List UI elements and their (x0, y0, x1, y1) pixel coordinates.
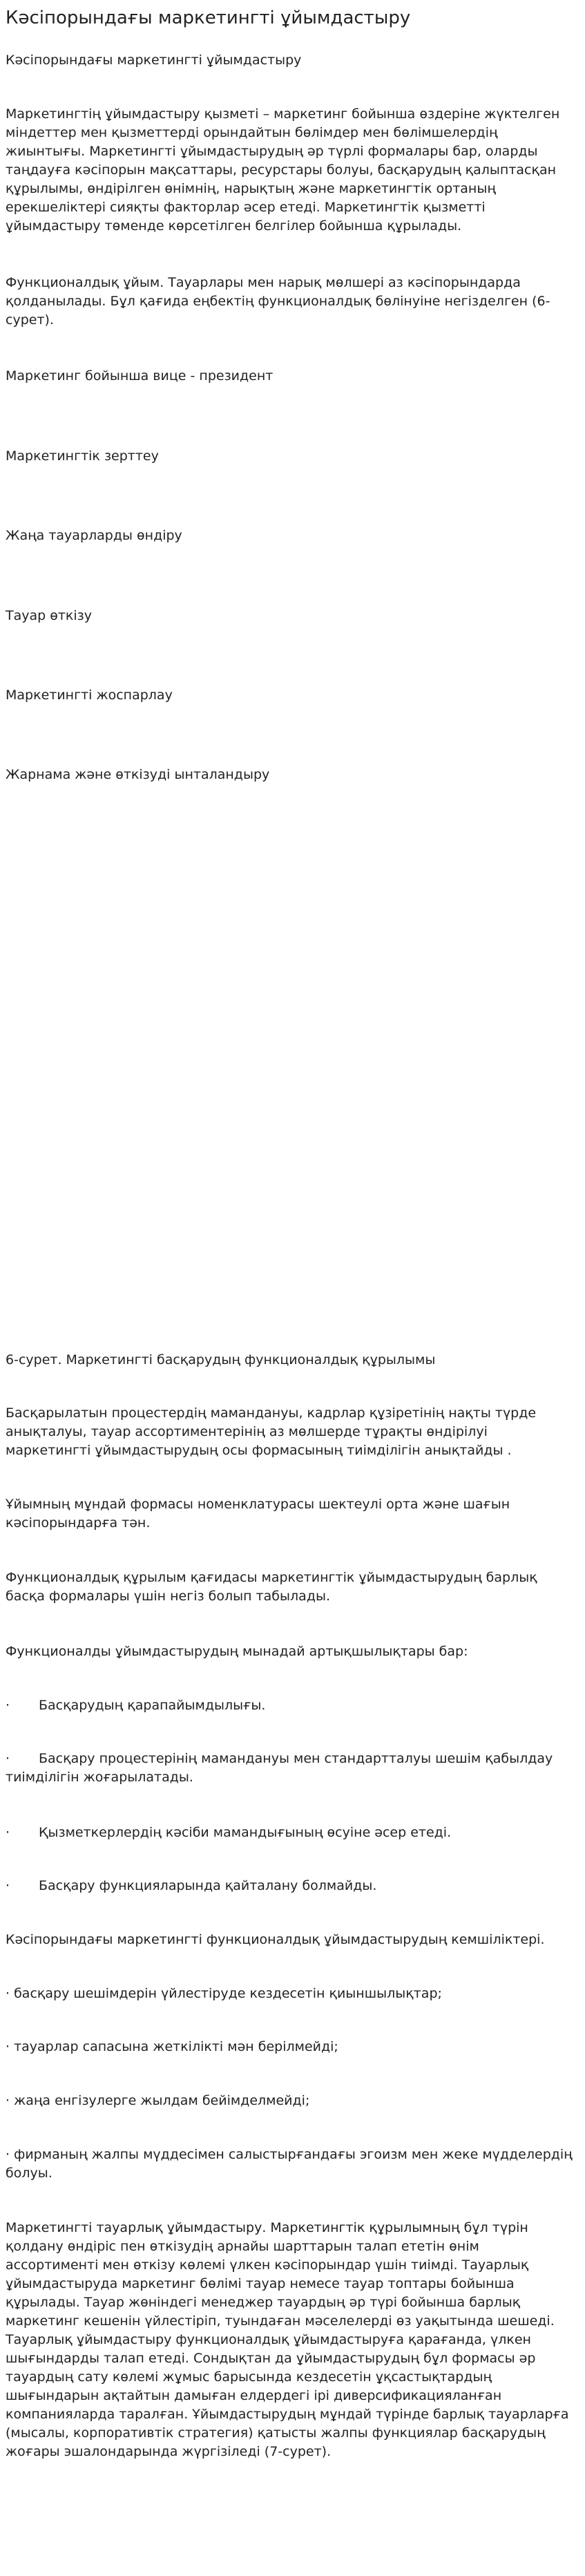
advantages-heading: Функционалды ұйымдастырудың мынадай артықшылықтары бар: (6, 1644, 468, 1659)
org-chart-item-advertising: Жарнама және өткізуді ынталандыру (6, 767, 270, 782)
figure-caption: 6-сурет. Маркетингті басқарудың функционалдық құрылымы (6, 1352, 436, 1367)
bullet-icon: · (6, 1698, 10, 1713)
advantage-item (6, 1696, 575, 1715)
org-chart-item-sales: Тауар өткізу (6, 608, 93, 623)
disadvantage-item: · тауарлар сапасына жеткілікті мән берілмейді; (6, 2039, 338, 2054)
org-chart-item-new-products: Жаңа тауарларды өндіру (6, 528, 182, 543)
functional-basis-paragraph: Функционалдық құрылым қағидасы маркетингтік ұйымдастырудың барлық басқа формалары үшін негіз болып табылады. (6, 1570, 537, 1604)
org-chart-item-vice-president: Маркетинг бойынша вице - президент (6, 368, 274, 383)
disadvantage-item: · жаңа енгізулерге жылдам бейімделмейді; (6, 2093, 310, 2108)
org-chart-item-planning: Маркетингті жоспарлау (6, 688, 173, 703)
product-org-paragraph: Маркетингті тауарлық ұйымдастыру. Маркетингтік құрылымның бұл түрін қолдану өндіріс пен өткізудің арнайы шарттарын талап ететін өнім ассортименті мен өткізу көлемі үлкен кәсіпорындар үшін тиімді. Тауарлық ұйымдастыруда маркетинг бөлімі тауар немесе тауар топтары бойынша құрылады. Тауар жөніндегі менеджер тауардың әр түрі бойынша барлық маркетинг кешенін үйлестіріп, туындаған мәселелерді өз уақытында шешеді. Тауарлық ұйымдастыру функционалдық ұйымдастыруға қарағанда, үлкен шығындарды талап етеді. Сондықтан да ұйымдастырудың бұл формасы әр тауардың сату көлемі жұмыс барысында кездесетін ұқсастықтардың шығындарын ақтайтын дамыған елдердегі ірі диверсификацияланған компанияларда таралған. Ұйымдастырудың мұндай түрінде барлық тауарларға (мысалы, корпоративтік стратегия) қатысты жалпы функциялар басқарудың жоғары эшалондарында жүргізіледі (7-сурет). (6, 2220, 569, 2459)
specialization-paragraph: Басқарылатын процестердің мамандануы, кадрлар құзіретінің нақты түрде анықталуы, тауар ассортиментерінің аз мөлшерде тұрақты өндірілуі маркетингті ұйымдастырудың осы формасының тиімділігін анықтайды . (6, 1405, 537, 1458)
advantage-text: Басқару процестерінің мамандануы мен стандартталуы шешім қабылдау тиімділігін жоғарылатады. (6, 1751, 553, 1785)
advantage-text: Басқарудың қарапайымдылығы. (39, 1698, 266, 1713)
advantage-item (6, 1877, 575, 1895)
bullet-icon: · (6, 1878, 10, 1893)
form-scope-paragraph: Ұйымның мұндай формасы номенклатурасы шектеулі орта және шағын кәсіпорындарға тән. (6, 1497, 510, 1531)
advantage-text: Қызметкерлердің кәсіби мамандығының өсуіне әсер етеді. (39, 1825, 452, 1840)
org-chart-item-research: Маркетингтік зерттеу (6, 448, 159, 464)
bullet-icon: · (6, 1751, 10, 1766)
page-title: Кәсіпорындағы маркетингті ұйымдастыру (6, 8, 411, 28)
advantage-item (6, 1824, 575, 1842)
disadvantages-heading: Кәсіпорындағы маркетингті функционалдық ұйымдастырудың кемшіліктері. (6, 1932, 545, 1947)
bullet-icon: · (6, 1825, 10, 1840)
subtitle: Кәсіпорындағы маркетингті ұйымдастыру (6, 53, 302, 68)
intro-paragraph: Маркетингтің ұйымдастыру қызметі – маркетинг бойынша өздеріне жүктелген міндеттер мен қызметтерді орындайтын бөлімдер мен бөлімшелердің жиынтығы. Маркетингті ұйымдастырудың әр түрлі формалары бар, оларды таңдауға кәсіпорын мақсаттары, ресурстары болуы, басқарудың қалыптасқан құрылымы, өндірілген өнімнің, нарықтың және маркетингтік ортаның ерекшеліктері сияқты факторлар әсер етеді. Маркетингтік қызметті ұйымдастыру төменде көрсетілген белгілер бойынша құрылады. (6, 106, 560, 234)
advantage-item (6, 1750, 575, 1787)
functional-org-paragraph: Функционалдық ұйым. Тауарлары мен нарық мөлшері аз кәсіпорындарда қолданылады. Бұл қағида еңбектің функционалдық бөлінуіне негізделген (6-сурет). (6, 275, 550, 328)
disadvantage-item: · фирманың жалпы мүддесімен салыстырғандағы эгоизм мен жеке мүдделердің болуы. (6, 2147, 573, 2181)
advantage-text: Басқару функцияларында қайталану болмайды. (39, 1878, 377, 1893)
disadvantage-item: · басқару шешімдерін үйлестіруде кездесетін қиыншылықтар; (6, 1986, 442, 2001)
